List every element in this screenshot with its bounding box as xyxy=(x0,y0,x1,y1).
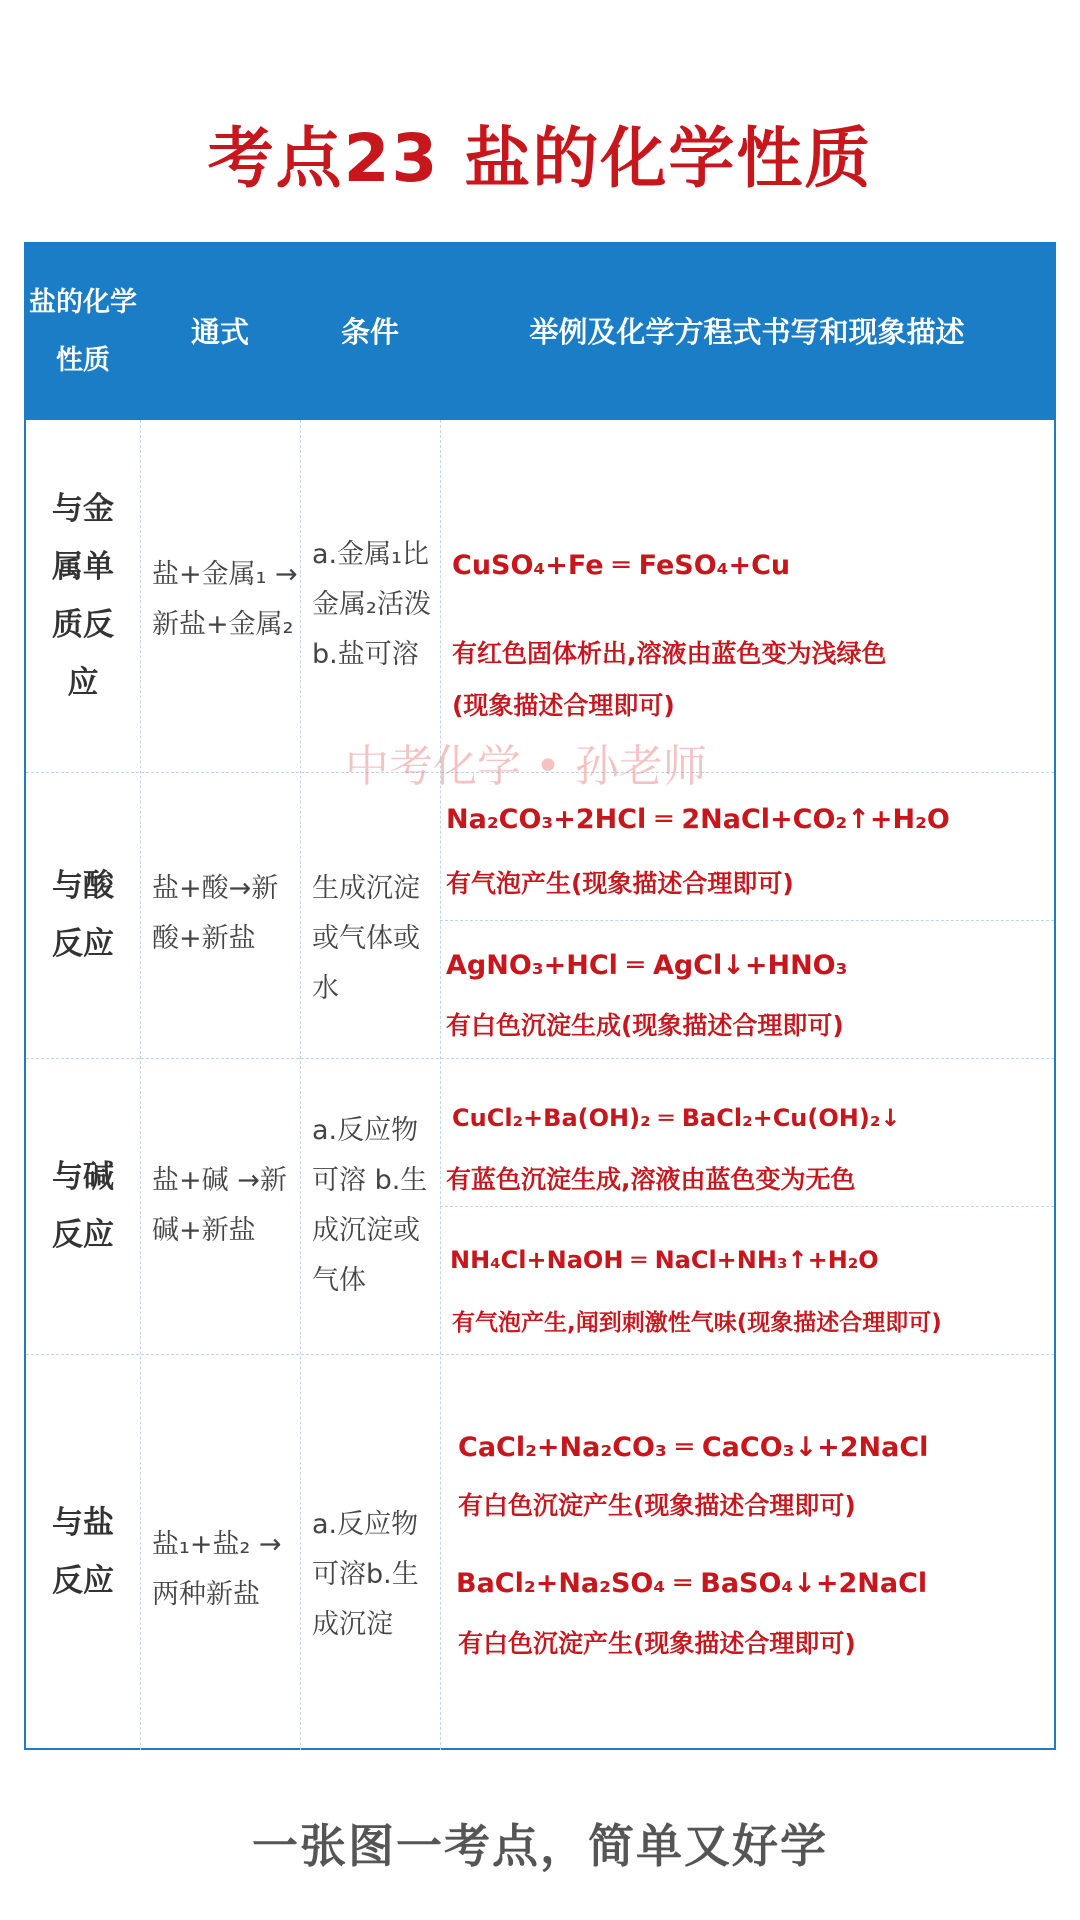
row-formula-metal: 盐+金属₁ → 新盐+金属₂ xyxy=(152,559,298,640)
phenomenon: 有白色沉淀产生(现象描述合理即可) xyxy=(458,1629,856,1658)
equation: BaCl₂+Na₂SO₄ ═ BaSO₄↓+2NaCl xyxy=(456,1568,928,1599)
row-divider xyxy=(26,1058,1054,1059)
row-category-salt: 与盐反应 xyxy=(52,1505,114,1599)
phenomenon: 有蓝色沉淀生成,溶液由蓝色变为无色 xyxy=(446,1165,856,1194)
row-condition-metal: a.金属₁比金属₂活泼 b.盐可溶 xyxy=(312,539,431,670)
header-examples: 举例及化学方程式书写和现象描述 xyxy=(529,315,965,349)
phenomenon: 有白色沉淀产生(现象描述合理即可) xyxy=(458,1491,856,1520)
salt-properties-table xyxy=(24,242,1056,1750)
sub-row-divider xyxy=(440,1206,1054,1207)
row-category-metal: 与金属单质反应 xyxy=(52,491,114,701)
phenomenon-note: (现象描述合理即可) xyxy=(452,691,675,720)
row-formula-salt: 盐₁+盐₂ → 两种新盐 xyxy=(152,1529,282,1610)
row-formula-acid: 盐+酸→新酸+新盐 xyxy=(152,873,279,954)
watermark: 中考化学 • 孙老师 xyxy=(345,741,707,792)
phenomenon: 有气泡产生,闻到刺激性气味(现象描述合理即可) xyxy=(452,1310,942,1336)
header-formula: 通式 xyxy=(190,315,249,349)
phenomenon: 有红色固体析出,溶液由蓝色变为浅绿色 xyxy=(452,639,887,668)
page-title: 考点23 盐的化学性质 xyxy=(207,120,873,197)
column-divider xyxy=(140,420,141,1750)
row-condition-base: a.反应物可溶 b.生成沉淀或气体 xyxy=(312,1115,428,1296)
equation: CuSO₄+Fe ═ FeSO₄+Cu xyxy=(452,550,791,581)
header-property: 盐的化学性质 xyxy=(29,287,137,376)
row-category-base: 与碱反应 xyxy=(52,1159,114,1253)
column-divider xyxy=(440,420,441,1750)
equation: CaCl₂+Na₂CO₃ ═ CaCO₃↓+2NaCl xyxy=(458,1432,929,1463)
equation: Na₂CO₃+2HCl ═ 2NaCl+CO₂↑+H₂O xyxy=(446,804,950,835)
row-condition-acid: 生成沉淀或气体或水 xyxy=(312,873,420,1004)
column-divider xyxy=(300,420,301,1750)
sub-row-divider xyxy=(440,920,1054,921)
phenomenon: 有白色沉淀生成(现象描述合理即可) xyxy=(446,1011,844,1040)
table-header xyxy=(26,244,1054,420)
equation: CuCl₂+Ba(OH)₂ ═ BaCl₂+Cu(OH)₂↓ xyxy=(452,1104,901,1132)
row-condition-salt: a.反应物可溶b.生成沉淀 xyxy=(312,1509,419,1640)
equation: NH₄Cl+NaOH ═ NaCl+NH₃↑+H₂O xyxy=(450,1246,879,1274)
row-formula-base: 盐+碱 →新碱+新盐 xyxy=(152,1165,287,1246)
header-condition: 条件 xyxy=(340,315,399,349)
phenomenon: 有气泡产生(现象描述合理即可) xyxy=(446,869,794,898)
equation: AgNO₃+HCl ═ AgCl↓+HNO₃ xyxy=(446,950,848,981)
row-category-acid: 与酸反应 xyxy=(52,868,114,962)
row-divider xyxy=(26,1354,1054,1355)
footer-slogan: 一张图一考点，简单又好学 xyxy=(252,1819,828,1873)
